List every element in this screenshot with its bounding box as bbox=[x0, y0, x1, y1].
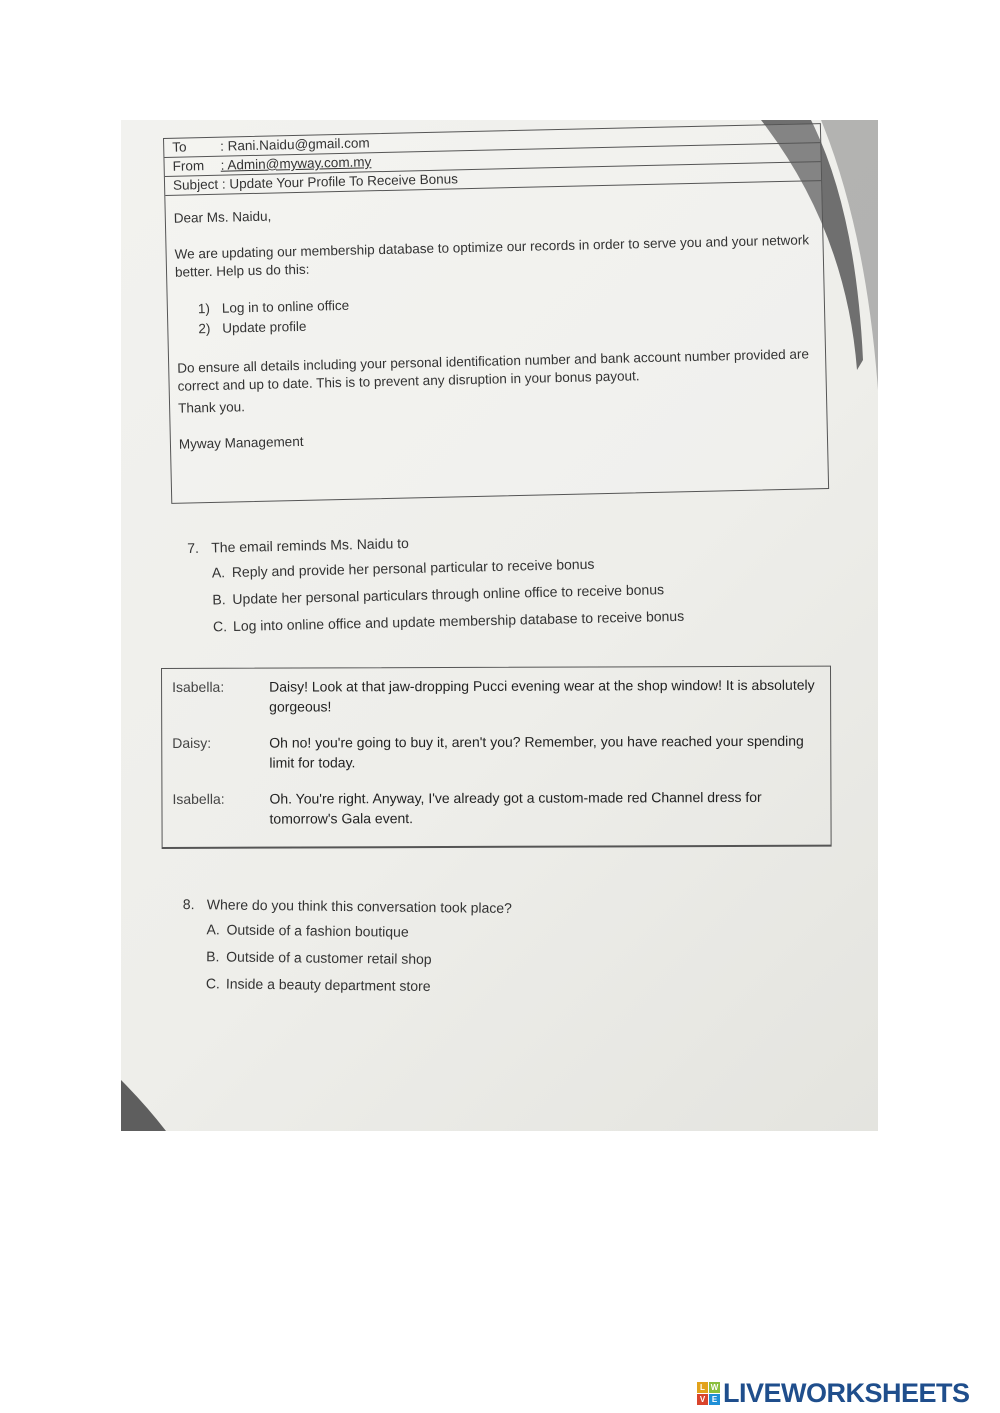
question-7-stem: 7. The email reminds Ms. Naidu to bbox=[187, 534, 410, 556]
email-greeting: Dear Ms. Naidu, bbox=[173, 208, 272, 226]
email-box bbox=[163, 123, 829, 504]
liveworksheets-logo-icon bbox=[697, 1382, 720, 1405]
question-8-option-a[interactable]: A. Outside of a fashion boutique bbox=[206, 921, 409, 940]
question-8-option-b[interactable]: B. Outside of a customer retail shop bbox=[206, 948, 432, 968]
email-paragraph-1: We are updating our membership database to optimize our records in order to serve you and your network better. Help us do this: bbox=[174, 232, 810, 280]
email-to-label: To bbox=[172, 139, 187, 155]
email-steps-list bbox=[198, 285, 815, 339]
email-paragraph-2: Do ensure all details including your personal identification number and bank account number provided are correct and up to date. This is to prevent any disruption in your bonus payout. bbox=[177, 346, 810, 394]
email-step: 2) Update profile bbox=[198, 318, 307, 337]
question-7-option-a[interactable]: A. Reply and provide her personal particular to receive bonus bbox=[211, 555, 595, 581]
email-thanks: Thank you. bbox=[177, 399, 246, 416]
question-7-option-b[interactable]: B. Update her personal particulars through online office to receive bonus bbox=[212, 581, 665, 608]
question-7-option-c[interactable]: C. Log into online office and update membership database to receive bonus bbox=[212, 607, 685, 635]
dialogue-box bbox=[161, 666, 832, 849]
logo-tile-e: E bbox=[709, 1394, 720, 1405]
question-8-stem: 8. Where do you think this conversation took place? bbox=[182, 895, 512, 917]
logo-tile-w: W bbox=[710, 1382, 719, 1392]
dialogue-row bbox=[172, 731, 830, 773]
email-subject-label: Subject bbox=[172, 176, 219, 193]
dialogue-line: Oh. You're right. Anyway, I've already got a custom-made red Channel dress for tomorrow's Gala event. bbox=[269, 788, 762, 827]
liveworksheets-logo[interactable] bbox=[697, 1378, 970, 1408]
dialogue-speaker: Daisy: bbox=[172, 734, 212, 751]
email-body bbox=[165, 181, 827, 454]
dialogue-row bbox=[172, 675, 830, 717]
dialogue-row bbox=[172, 787, 830, 829]
email-to-value: : Rani.Naidu@gmail.com bbox=[220, 135, 370, 154]
dialogue-speaker: Isabella: bbox=[172, 790, 225, 807]
question-7 bbox=[187, 525, 684, 641]
logo-tile-v: V bbox=[697, 1394, 708, 1405]
worksheet-photo bbox=[121, 120, 878, 1131]
liveworksheets-logo-text: LIVEWORKSHEETS bbox=[723, 1377, 970, 1408]
email-from-label: From bbox=[172, 158, 205, 174]
email-step: 1) Log in to online office bbox=[197, 297, 350, 317]
dialogue-line: Oh no! you're going to buy it, aren't you? Remember, you have reached your spending limit for today. bbox=[269, 732, 804, 771]
email-signature: Myway Management bbox=[178, 433, 304, 452]
email-subject-value: : Update Your Profile To Receive Bonus bbox=[221, 171, 459, 192]
email-from-value: : Admin@myway.com.my bbox=[220, 154, 372, 173]
dialogue-line: Daisy! Look at that jaw-dropping Pucci evening wear at the shop window! It is absolutely gorgeous! bbox=[269, 676, 815, 715]
dialogue-speaker: Isabella: bbox=[172, 678, 225, 695]
logo-tile-l: L bbox=[697, 1382, 708, 1393]
shadow-corner-bottom bbox=[121, 1080, 166, 1131]
question-8-option-c[interactable]: C. Inside a beauty department store bbox=[205, 975, 431, 995]
question-8 bbox=[182, 892, 512, 1001]
